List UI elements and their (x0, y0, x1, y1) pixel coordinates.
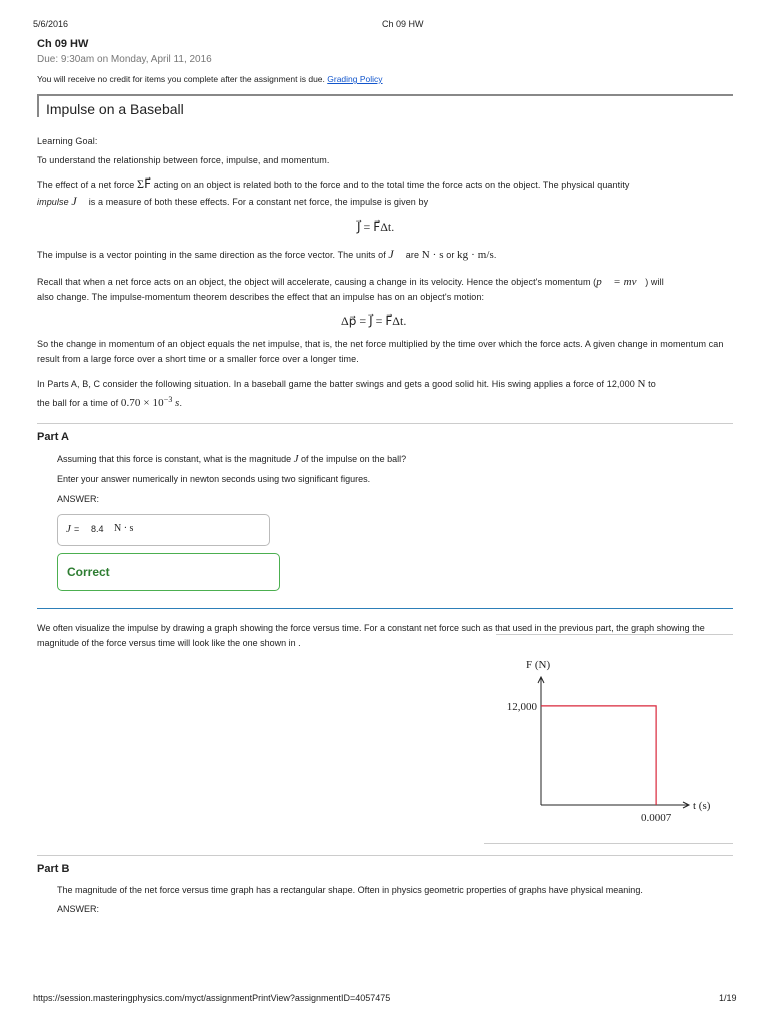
part-b-answer-label: ANSWER: (57, 904, 100, 914)
y-tick-label: 12,000 (506, 700, 537, 713)
interlude-divider (37, 608, 733, 609)
due-date: Due: 9:30am on Monday, April 11, 2016 (37, 54, 212, 65)
x-tick-label: 0.0007 (640, 812, 672, 824)
answer-unit: N · s (114, 523, 134, 534)
interlude-rule (496, 634, 733, 635)
assignment-title: Ch 09 HW (37, 38, 89, 50)
part-a-answer-label: ANSWER: (57, 494, 100, 504)
force-time-graph (484, 650, 734, 845)
p5-end: . (179, 398, 183, 408)
part-a-question (57, 453, 406, 465)
part-a-instruction: Enter your answer numerically in newton seconds using two significant figures. (57, 474, 371, 484)
p5-text-c: the ball for a time of (37, 398, 119, 408)
paragraph-net-force (37, 176, 737, 193)
title-accent (37, 95, 39, 117)
p3-text-a: Recall that when a net force acts on an object, the object will accelerate, causing a change in its velocity. Hence the object's momentum ( (37, 277, 597, 287)
equation-impulse-momentum: Δp⃗ = J⃗ = F⃗Δt. (341, 314, 407, 328)
problem-title: Impulse on a Baseball (46, 101, 184, 117)
part-a-question-b: of the impulse on the ball? (301, 454, 407, 464)
time-exponent: −3 (163, 395, 173, 404)
learning-goal-label: Learning Goal: (37, 136, 98, 146)
p2-text-b: are (405, 250, 420, 260)
time-value: 0.70 × 10 (120, 397, 164, 409)
print-page-number: 1/19 (719, 993, 737, 1003)
answer-var: J (66, 523, 71, 535)
part-a-var: J (293, 453, 299, 465)
impulse-term: impulse (37, 197, 69, 207)
time-unit: s (175, 397, 180, 409)
paragraph-units: The impulse is a vector pointing in the same direction as the force vector. The units of J⃗ are N · s or kg · m/s. (37, 247, 497, 261)
force-unit: N (637, 378, 646, 390)
late-notice (37, 74, 383, 84)
paragraph-theorem: also change. The impulse-momentum theorem describes the effect that an impulse has on an object's motion: (37, 292, 485, 302)
print-url: https://session.masteringphysics.com/myct/assignmentPrintView?assignmentID=4057475 (33, 993, 391, 1003)
part-a-label: Part A (37, 431, 69, 443)
p3-text-b: ) will (645, 277, 664, 287)
part-a-question-a: Assuming that this force is constant, what is the magnitude (57, 454, 292, 464)
correct-feedback (57, 553, 280, 591)
late-notice-text: You will receive no credit for items you complete after the assignment is due. (37, 74, 325, 84)
answer-value[interactable]: 8.4 (91, 524, 104, 534)
paragraph-time (37, 392, 737, 411)
paragraph-change: So the change in momentum of an object equals the net impulse, that is, the net force multiplied by the time over which the force acts. A given change in momentum can result from a large force over a short time or a smaller force over a longer time. (37, 339, 724, 364)
paragraph-momentum (37, 274, 737, 290)
part-a-divider (37, 423, 733, 424)
answer-equals: = (74, 524, 80, 534)
p1-text-a: The effect of a net force (37, 180, 135, 190)
units-ns: N · s (421, 249, 444, 261)
part-b-text: The magnitude of the net force versus time graph has a rectangular shape. Often in physics geometric properties of graphs have physical meaning. (57, 885, 643, 895)
grading-policy-link[interactable]: Grading Policy (327, 74, 383, 84)
part-b-divider (37, 855, 733, 856)
p2-or: or (446, 250, 455, 260)
units-kgms: kg · m/s (457, 249, 494, 261)
header-divider (37, 94, 733, 96)
interlude-text: We often visualize the impulse by drawing a graph showing the force versus time. For a constant net force such as that used in the previous part, the graph showing the magnitude of the force versus time will look like the one shown in . (37, 623, 705, 648)
force-series-line (541, 706, 656, 805)
print-date: 5/6/2016 (33, 19, 69, 29)
correct-label: Correct (67, 565, 110, 579)
equation-impulse: J⃗ = F⃗Δt. (357, 220, 395, 234)
paragraph-impulse (37, 193, 737, 210)
sum-force-symbol: ΣF⃗ (137, 177, 152, 191)
momentum-eq: p⃗ = mv⃗ (596, 276, 646, 288)
p2-text-a: The impulse is a vector pointing in the same direction as the force vector. The units of (37, 250, 386, 260)
p5-text-a: In Parts A, B, C consider the following situation. In a baseball game the batter swings and gets a good solid hit. His swing applies a force of 12,000 (37, 379, 635, 389)
part-a-answer-box[interactable] (57, 514, 270, 546)
x-axis-label: t (s) (693, 800, 711, 812)
print-title: Ch 09 HW (382, 19, 424, 29)
graph-bottom-rule (484, 843, 733, 844)
p1-text-d: is a measure of both these effects. For a constant net force, the impulse is given by (88, 197, 429, 207)
p1-text-b: acting on an object is related both to the force and to the total time the force acts on the object. The physical quantity (153, 180, 630, 190)
impulse-symbol-2: J⃗ (388, 247, 404, 261)
learning-goal: To understand the relationship between force, impulse, and momentum. (37, 155, 330, 165)
part-b-label: Part B (37, 863, 70, 875)
p5-text-b: to (648, 379, 656, 389)
paragraph-situation (37, 376, 737, 392)
impulse-symbol: J⃗ (71, 194, 87, 208)
y-axis-label: F (N) (526, 659, 551, 671)
